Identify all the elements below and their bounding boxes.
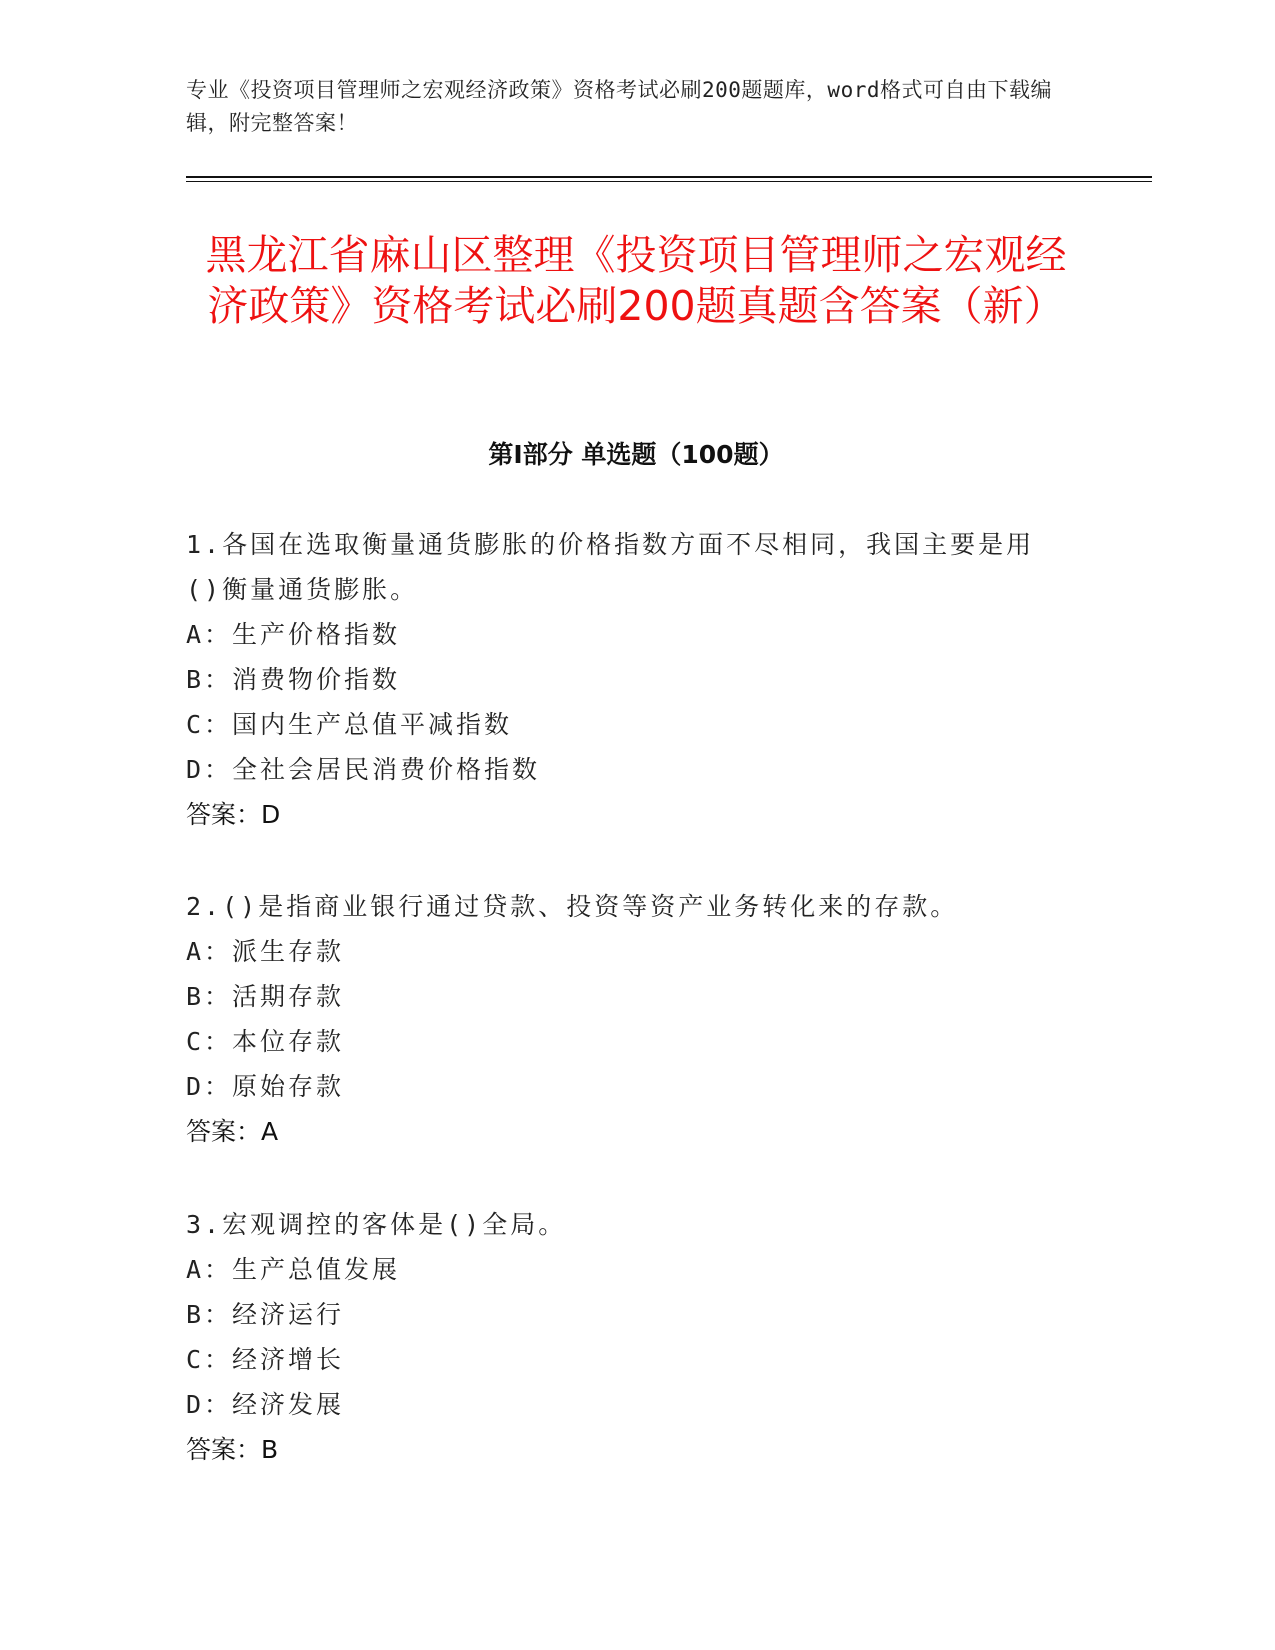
question-stem: 3.宏观调控的客体是()全局。 — [186, 1210, 567, 1239]
option-b: B：消费物价指数 — [186, 665, 401, 694]
question-stem: 1.各国在选取衡量通货膨胀的价格指数方面不尽相同，我国主要是用()衡量通货膨胀。 — [186, 530, 1035, 604]
option-b: B：活期存款 — [186, 982, 345, 1011]
option-a: A：生产价格指数 — [186, 620, 401, 649]
question-3 — [186, 1202, 1066, 1472]
option-b: B：经济运行 — [186, 1300, 345, 1329]
option-a: A：派生存款 — [186, 937, 345, 966]
answer: 答案：D — [186, 800, 281, 829]
question-stem: 2.()是指商业银行通过贷款、投资等资产业务转化来的存款。 — [186, 892, 959, 921]
answer: 答案：B — [186, 1435, 279, 1464]
option-c: C：经济增长 — [186, 1345, 345, 1374]
header-divider-thin — [186, 181, 1152, 182]
option-d: D：全社会居民消费价格指数 — [186, 755, 541, 784]
option-a: A：生产总值发展 — [186, 1255, 401, 1284]
question-1 — [186, 522, 1066, 837]
document-title: 黑龙江省麻山区整理《投资项目管理师之宏观经济政策》资格考试必刷200题真题含答案（新） — [205, 231, 1067, 330]
question-2 — [186, 884, 1066, 1154]
answer: 答案：A — [186, 1117, 279, 1146]
header-divider-thick — [186, 176, 1152, 178]
option-d: D：经济发展 — [186, 1390, 345, 1419]
option-d: D：原始存款 — [186, 1072, 345, 1101]
header-note: 专业《投资项目管理师之宏观经济政策》资格考试必刷200题题库，word格式可自由下载编辑，附完整答案！ — [186, 78, 1052, 135]
section-title: 第Ⅰ部分 单选题（100题） — [488, 440, 784, 469]
option-c: C：本位存款 — [186, 1027, 345, 1056]
option-c: C：国内生产总值平减指数 — [186, 710, 513, 739]
